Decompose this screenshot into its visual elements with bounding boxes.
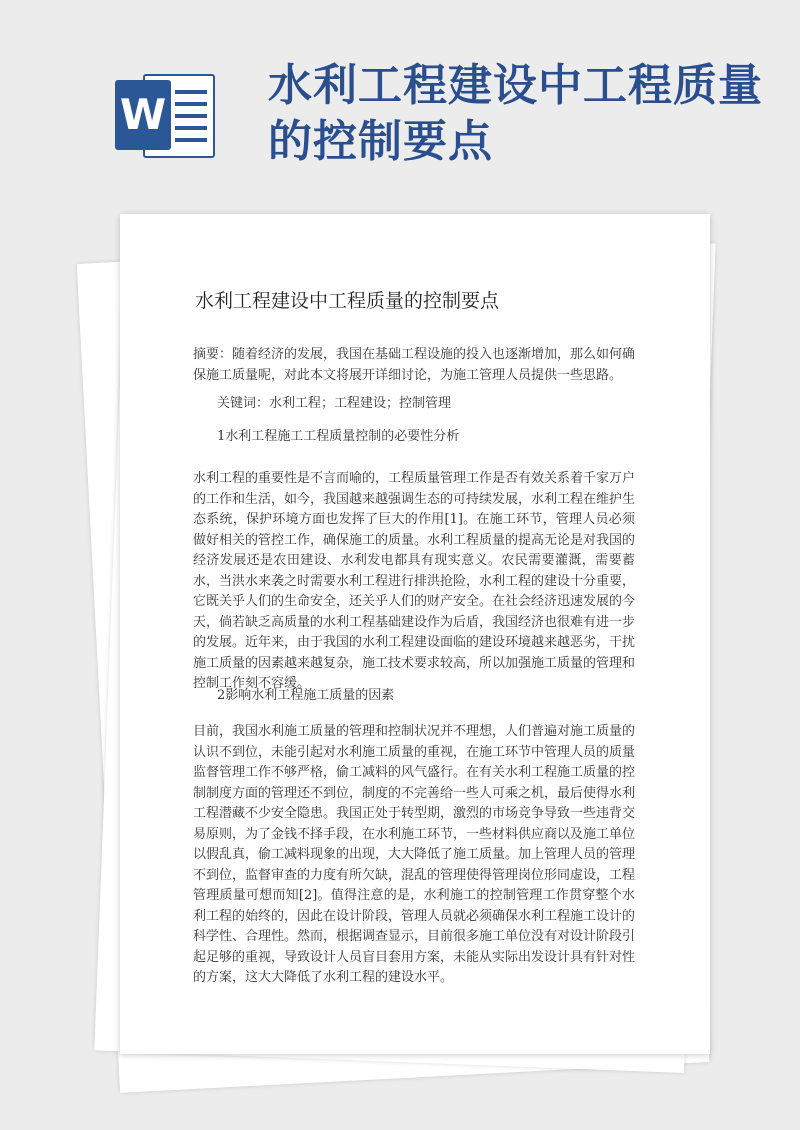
keywords-line: 关键词：水利工程；工程建设；控制管理 bbox=[217, 396, 452, 411]
document-page bbox=[120, 214, 710, 1054]
document-title: 水利工程建设中工程质量的控制要点 bbox=[195, 290, 500, 312]
text-line-icon bbox=[175, 90, 207, 94]
section-heading-1: 1水利工程施工工程质量控制的必要性分析 bbox=[217, 429, 460, 444]
word-document-icon bbox=[115, 74, 215, 158]
text-line-icon bbox=[175, 138, 207, 142]
section-body-1: 水利工程的重要性是不言而喻的，工程质量管理工作是否有效关系着千家万户的工作和生活，如今，我国越来越强调生态的可持续发展，水利工程在维护生态系统，保护环境方面也发挥了巨大的作用[1]。在施工环节，管理人员必须做好相关的管控工作，确保施工的质量。水利工程质量的提高无论是对我国的经济发展还是农田建设、水利发电都具有现实意义。农民需要灌溉，需要蓄水，当洪水来袭之时需要水利工程进行排洪抢险，水利工程的建设十分重要，它既关乎人们的生命安全，还关乎人们的财产安全。在社会经济迅速发展的今天，倘若缺乏高质量的水利工程基础建设作为后盾，我国经济也很难有进一步的发展。近年来，由于我国的水利工程建设面临的建设环境越来越恶劣，干扰施工质量的因素越来越复杂，施工技术要求较高，所以加强施工质量的管理和控制工作刻不容缓。 bbox=[193, 471, 636, 691]
section-heading-2: 2影响水利工程施工质量的因素 bbox=[217, 688, 395, 703]
text-line-icon bbox=[175, 126, 207, 130]
word-w-badge-icon: W bbox=[115, 80, 171, 150]
text-line-icon bbox=[175, 102, 207, 106]
section-body-2: 目前，我国水利施工质量的管理和控制状况并不理想，人们普遍对施工质量的认识不到位，未能引起对水利施工质量的重视，在施工环节中管理人员的质量监督管理工作不够严格，偷工减料的风气盛行。在有关水利工程施工质量的控制制度方面的管理还不到位，制度的不完善给一些人可乘之机，最后使得水利工程潜藏不少安全隐患。我国正处于转型期，激烈的市场竞争导致一些违背交易原则，为了金钱不择手段，在水利施工环节，一些材料供应商以及施工单位以假乱真，偷工减料现象的出现，大大降低了施工质量。加上管理人员的管理不到位，监督审查的力度有所欠缺，混乱的管理使得管理岗位形同虚设，工程管理质量可想而知[2]。值得注意的是，水利施工的控制管理工作贯穿整个水利工程的始终的，因此在设计阶段，管理人员就必须确保水利工程施工设计的科学性、合理性。然而，根据调查显示，目前很多施工单位没有对设计阶段引起足够的重视，导致设计人员盲目套用方案，未能从实际出发设计具有针对性的方案，这大大降低了水利工程的建设水平。 bbox=[193, 724, 636, 985]
page-title: 水利工程建设中工程质量的控制要点 bbox=[268, 60, 763, 167]
abstract-paragraph: 摘要：随着经济的发展，我国在基础工程设施的投入也逐渐增加，那么如何确保施工质量呢，对此本文将展开详细讨论，为施工管理人员提供一些思路。 bbox=[193, 347, 636, 383]
text-line-icon bbox=[175, 114, 207, 118]
